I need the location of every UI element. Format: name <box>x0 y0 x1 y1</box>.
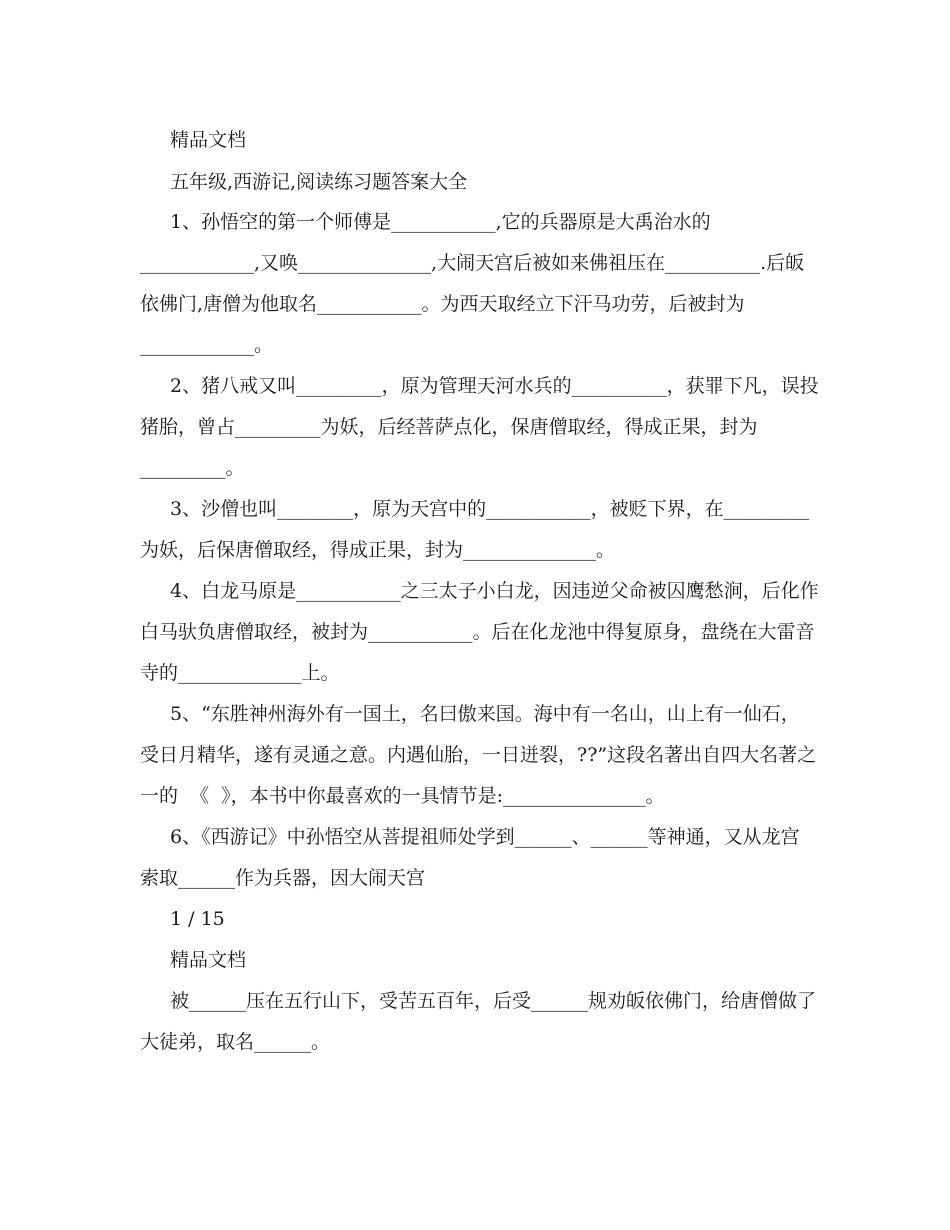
question-6-line-1: 6、《西游记》中孙悟空从菩提祖师处学到______、______等神通，又从龙宫 <box>170 826 800 848</box>
question-4-line-1: 4、白龙马原是___________之三太子小白龙，因违逆父命被囚鹰愁涧，后化作 <box>170 580 819 602</box>
continuation-line-1: 被______压在五行山下，受苦五百年，后受______规劝皈依佛门，给唐僧做了 <box>170 990 817 1012</box>
question-1-line-3: 依佛门,唐僧为他取名___________。为西天取经立下汗马功劳，后被封为 <box>140 293 745 315</box>
question-2-line-3: _________。 <box>140 457 245 479</box>
page-header: 精品文档 <box>170 129 247 151</box>
question-3-line-1: 3、沙僧也叫________，原为天宫中的___________，被贬下界，在_________ <box>170 498 810 520</box>
question-4-line-3: 寺的_____________上。 <box>140 662 340 684</box>
question-1-line-2: ____________,又唤______________,大闹天宫后被如来佛祖压在__________.后皈 <box>140 252 805 274</box>
question-6-line-2: 索取______作为兵器，因大闹天宫 <box>140 867 426 889</box>
question-2-line-2: 猪胎，曾占_________为妖，后经菩萨点化，保唐僧取经，得成正果，封为 <box>140 416 758 438</box>
question-5-line-1: 5、“东胜神州海外有一国土，名曰傲来国。海中有一名山，山上有一仙石， <box>170 703 800 725</box>
question-5-line-3: 一的 《 》，本书中你最喜欢的一具情节是:_______________。 <box>140 785 665 807</box>
question-4-line-2: 白马驮负唐僧取经，被封为___________。后在化龙池中得复原身，盘绕在大雷音 <box>140 621 815 643</box>
page-number: 1 / 15 <box>170 908 225 930</box>
question-2-line-1: 2、猪八戒又叫_________，原为管理天河水兵的__________，获罪下凡，误投 <box>170 375 819 397</box>
question-1-line-4: ____________。 <box>140 334 274 356</box>
question-3-line-2: 为妖，后保唐僧取经，得成正果，封为______________。 <box>140 539 616 561</box>
question-1-line-1: 1、孙悟空的第一个师傅是___________,它的兵器原是大禹治水的 <box>170 211 711 233</box>
continuation-line-2: 大徒弟，取名______。 <box>140 1031 331 1053</box>
page-header-second: 精品文档 <box>170 949 247 971</box>
question-5-line-2: 受日月精华，遂有灵通之意。内遇仙胎，一日迸裂，??”这段名著出自四大名著之 <box>140 744 817 766</box>
document-title: 五年级,西游记,阅读练习题答案大全 <box>170 171 468 193</box>
